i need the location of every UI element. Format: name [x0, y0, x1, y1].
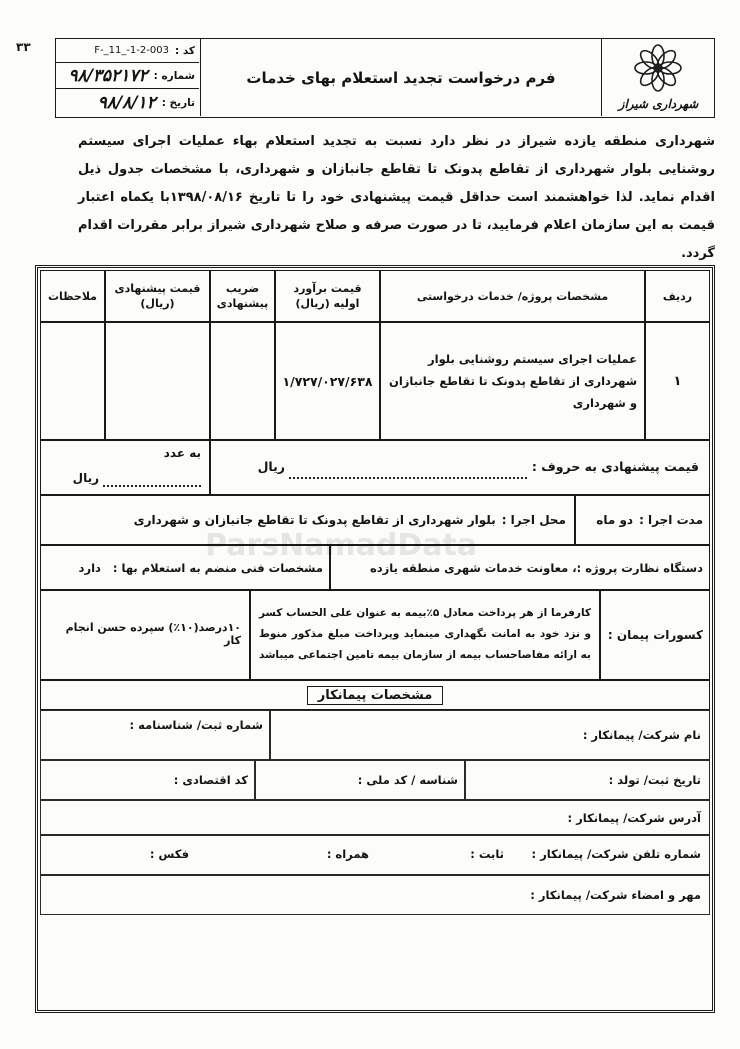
tech-specs-label: مشخصات فنی منضم به استعلام بها :	[112, 560, 323, 575]
price-words-unit: ریال	[257, 459, 285, 474]
national-id-cell	[255, 760, 465, 800]
number-label: شماره :	[153, 69, 195, 82]
phone-label: شماره تلفن شرکت/ پیمانکار :	[531, 847, 701, 861]
address-label: آدرس شرکت/ پیمانکار :	[567, 810, 701, 825]
duration-value: دو ماه	[596, 513, 634, 527]
economic-code-cell	[40, 760, 255, 800]
tech-specs-cell	[40, 545, 330, 590]
date-value: ۹۸/۸/۱۲	[97, 92, 156, 113]
logo-text: شهرداری شیراز	[618, 97, 699, 111]
deductions-guarantee-text: ۱۰درصد(۱۰٪) سپرده حسن انجام کار	[40, 590, 250, 680]
registration-number-cell	[40, 710, 270, 760]
seal-signature-label: مهر و امضاء شرکت/ پیمانکار :	[530, 888, 701, 902]
company-name-label: نام شرکت/ پیمانکار :	[582, 728, 701, 742]
row-coefficient	[210, 322, 275, 440]
header-offer-price: قیمت پیشنهادی (ریال)	[105, 270, 210, 322]
header-spec: مشخصات پروژه/ خدمات درخواستی	[380, 270, 645, 322]
price-words-cell	[210, 440, 710, 495]
price-words-label: قیمت پیشنهادی به حروف :	[531, 459, 699, 474]
header-notes: ملاحظات	[40, 270, 105, 322]
municipality-logo	[601, 39, 714, 116]
seal-signature-cell	[40, 875, 710, 915]
economic-code-label: کد اقتصادی :	[173, 773, 248, 787]
price-digits-label: به عدد	[163, 446, 201, 460]
registration-number-label: شماره ثبت/ شناسنامه :	[129, 718, 263, 732]
row-notes	[40, 322, 105, 440]
contractor-title: مشخصات پیمانکار	[307, 686, 444, 705]
price-words-line	[289, 477, 527, 479]
flower-logo-icon	[610, 42, 706, 94]
header-box	[55, 38, 715, 118]
supervisor-cell	[330, 545, 710, 590]
national-id-label: شناسه / کد ملی :	[357, 773, 458, 787]
duration-cell	[575, 495, 710, 545]
code-label: کد :	[174, 44, 195, 57]
number-value: ۹۸/۳۵۲۱۷۲	[68, 65, 148, 86]
date-row	[56, 89, 199, 116]
price-digits-unit: ریال	[72, 471, 99, 485]
location-label: محل اجرا :	[501, 513, 566, 527]
date-label: تاریخ :	[161, 96, 195, 109]
location-cell	[40, 495, 575, 545]
fax-label: فکس :	[149, 847, 189, 861]
address-cell	[40, 800, 710, 835]
row-estimate: ۱/۷۲۷/۰۲۷/۶۳۸	[275, 322, 380, 440]
tech-specs-value: دارد	[78, 560, 101, 575]
contractor-section-title	[40, 680, 710, 710]
number-row	[56, 63, 199, 89]
registration-date-cell	[465, 760, 710, 800]
header-coefficient: ضریب پیشنهادی	[210, 270, 275, 322]
duration-label: مدت اجرا :	[639, 513, 703, 527]
supervisor-label: دستگاه نظارت پروژه :	[576, 560, 703, 575]
price-digits-line	[103, 485, 201, 487]
deductions-label: کسورات پیمان :	[600, 590, 710, 680]
code-value: F-_11_-1-2-003	[94, 45, 169, 56]
row-number: ۱	[645, 322, 710, 440]
row-offer-price	[105, 322, 210, 440]
header-row-number: ردیف	[645, 270, 710, 322]
form-title: فرم درخواست تجدید استعلام بهای خدمات	[246, 68, 556, 87]
mobile-label: همراه :	[326, 847, 369, 861]
company-name-cell	[270, 710, 710, 760]
registration-date-label: تاریخ ثبت/ تولد :	[608, 773, 701, 787]
code-row	[56, 39, 199, 63]
location-value: بلوار شهرداری از تقاطع پدونک تا تقاطع جانبازان و شهرداری	[133, 513, 496, 527]
phone-cell	[40, 835, 710, 875]
intro-paragraph: شهرداری منطقه یازده شیراز در نظر دارد نسبت به تجدید استعلام بهاء عملیات اجرای سیستم روشنایی بلوار شهرداری از تقاطع پدونک تا تقاطع جانبازان و شهرداری، با مشخصات جدول ذیل اقدام نماید. لذا خواهشمند است حداقل قیمت پیشنهادی خود را تا تاریخ ۱۳۹۸/۰۸/۱۶با یکماه اعتبار قیمت به این سازمان اعلام فرمایید، تا در صورت صرفه و صلاح شهرداری شیراز برابر مقررات اقدام گردد.	[78, 134, 715, 261]
meta-block	[56, 39, 201, 116]
deductions-insurance-text: کارفرما از هر پرداخت معادل ۵٪بیمه به عنوان علی الحساب کسر و نزد خود به امانت نگهداری مینماید وپرداخت مبلغ مذکور منوط به ارائه مفاصاحساب بیمه از سازمان بیمه تامین اجتماعی میباشد	[250, 590, 600, 680]
watermark: ParsNamadData	[205, 528, 478, 563]
header-estimate: قیمت برآورد اولیه (ریال)	[275, 270, 380, 322]
landline-label: ثابت :	[470, 847, 504, 861]
row-spec: عملیات اجرای سیستم روشنایی بلوار شهرداری از تقاطع پدونک تا تقاطع جانبازان و شهرداری	[380, 322, 645, 440]
price-digits-cell	[40, 440, 210, 495]
supervisor-value: ، معاونت خدمات شهری منطقه یازده	[369, 560, 577, 575]
margin-mark: ۳۳	[16, 40, 31, 54]
